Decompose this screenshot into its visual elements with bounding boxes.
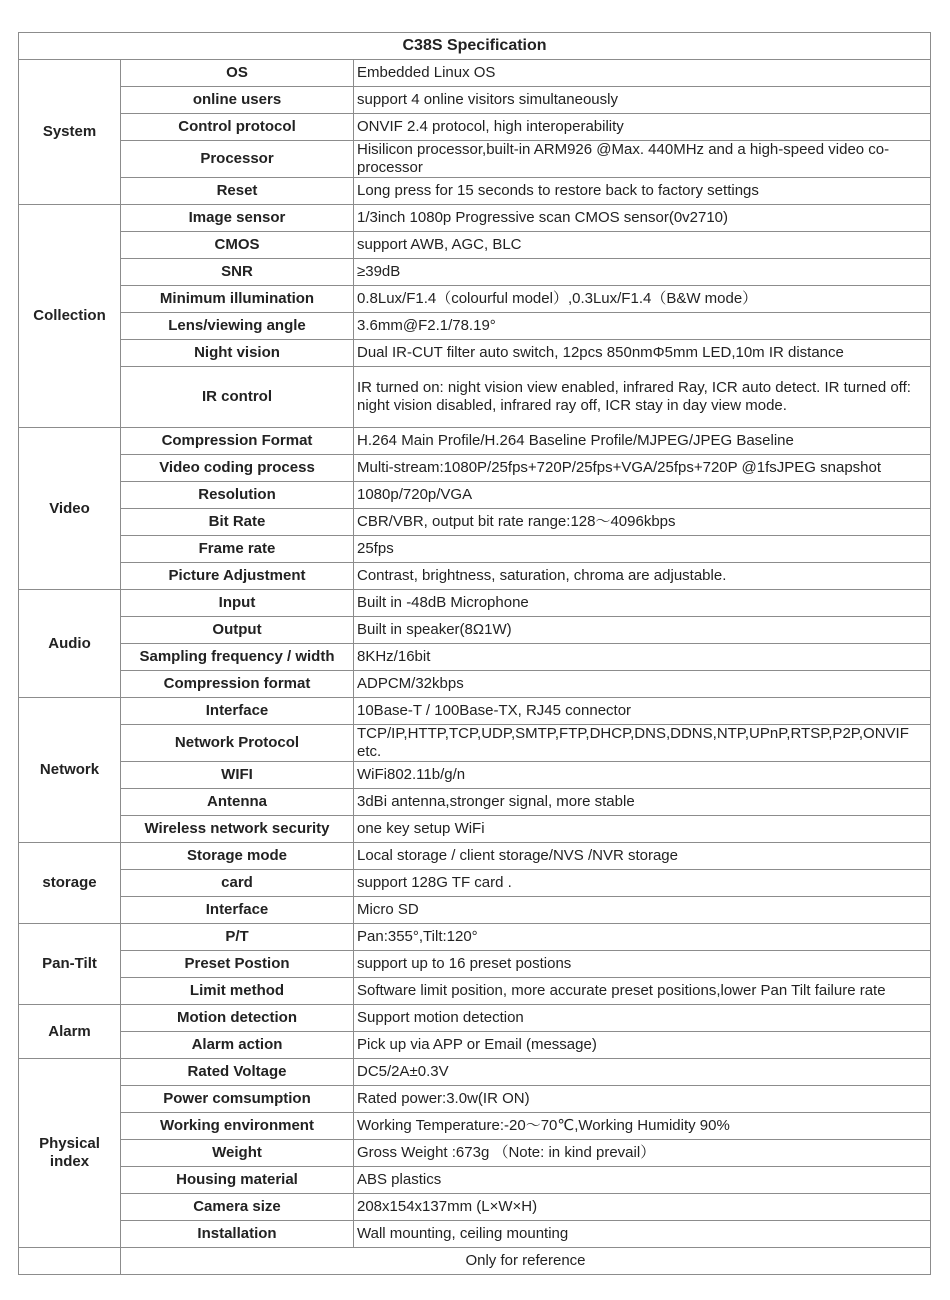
- spec-value: Pick up via APP or Email (message): [354, 1032, 931, 1059]
- spec-label: Control protocol: [121, 114, 354, 141]
- spec-label: Weight: [121, 1140, 354, 1167]
- spec-label: Limit method: [121, 978, 354, 1005]
- spec-label: Output: [121, 617, 354, 644]
- spec-value: ONVIF 2.4 protocol, high interoperability: [354, 114, 931, 141]
- spec-row: [19, 1032, 931, 1059]
- spec-row: [19, 843, 931, 870]
- spec-value: Micro SD: [354, 897, 931, 924]
- spec-label: Reset: [121, 178, 354, 205]
- spec-row: [19, 1167, 931, 1194]
- spec-label: Image sensor: [121, 205, 354, 232]
- category-cell: Network: [19, 698, 121, 843]
- spec-row: [19, 367, 931, 428]
- spec-label: CMOS: [121, 232, 354, 259]
- spec-label: Video coding process: [121, 455, 354, 482]
- spec-label: Night vision: [121, 340, 354, 367]
- spec-row: [19, 1221, 931, 1248]
- spec-row: [19, 870, 931, 897]
- spec-value: H.264 Main Profile/H.264 Baseline Profile/MJPEG/JPEG Baseline: [354, 428, 931, 455]
- footer-note: Only for reference: [121, 1248, 931, 1275]
- spec-label: Interface: [121, 897, 354, 924]
- spec-label: Bit Rate: [121, 509, 354, 536]
- spec-label: Storage mode: [121, 843, 354, 870]
- category-cell: Alarm: [19, 1005, 121, 1059]
- spec-value: Working Temperature:-20～70℃,Working Humidity 90%: [354, 1113, 931, 1140]
- spec-row: [19, 617, 931, 644]
- table-title: C38S Specification: [19, 33, 931, 60]
- spec-label: SNR: [121, 259, 354, 286]
- spec-value: Support motion detection: [354, 1005, 931, 1032]
- spec-label: Interface: [121, 698, 354, 725]
- spec-value: one key setup WiFi: [354, 816, 931, 843]
- spec-value: 3dBi antenna,stronger signal, more stable: [354, 789, 931, 816]
- spec-value: 8KHz/16bit: [354, 644, 931, 671]
- spec-row: [19, 313, 931, 340]
- spec-row: [19, 259, 931, 286]
- category-cell: Collection: [19, 205, 121, 428]
- spec-value: 0.8Lux/F1.4（colourful model）,0.3Lux/F1.4（B&W mode）: [354, 286, 931, 313]
- spec-label: Alarm action: [121, 1032, 354, 1059]
- spec-value: Wall mounting, ceiling mounting: [354, 1221, 931, 1248]
- spec-label: Network Protocol: [121, 725, 354, 762]
- spec-value: Embedded Linux OS: [354, 60, 931, 87]
- spec-row: [19, 509, 931, 536]
- spec-row: [19, 205, 931, 232]
- spec-value: Gross Weight :673g （Note: in kind prevail）: [354, 1140, 931, 1167]
- spec-label: Camera size: [121, 1194, 354, 1221]
- spec-row: [19, 590, 931, 617]
- spec-value: TCP/IP,HTTP,TCP,UDP,SMTP,FTP,DHCP,DNS,DDNS,NTP,UPnP,RTSP,P2P,ONVIF etc.: [354, 725, 931, 762]
- spec-label: Picture Adjustment: [121, 563, 354, 590]
- spec-row: [19, 762, 931, 789]
- category-cell: storage: [19, 843, 121, 924]
- category-cell: Audio: [19, 590, 121, 698]
- spec-label: Antenna: [121, 789, 354, 816]
- spec-label: card: [121, 870, 354, 897]
- spec-value: IR turned on: night vision view enabled, infrared Ray, ICR auto detect. IR turned off: night vision disabled, infrared ray off, ICR stay in day view mode.: [354, 367, 931, 428]
- spec-row: [19, 340, 931, 367]
- spec-value: 3.6mm@F2.1/78.19°: [354, 313, 931, 340]
- spec-value: ADPCM/32kbps: [354, 671, 931, 698]
- spec-row: [19, 536, 931, 563]
- spec-label: Processor: [121, 141, 354, 178]
- spec-label: Preset Postion: [121, 951, 354, 978]
- spec-value: Local storage / client storage/NVS /NVR storage: [354, 843, 931, 870]
- spec-value: support 128G TF card .: [354, 870, 931, 897]
- spec-value: support up to 16 preset postions: [354, 951, 931, 978]
- spec-row: [19, 978, 931, 1005]
- spec-label: Input: [121, 590, 354, 617]
- spec-value: 1/3inch 1080p Progressive scan CMOS sensor(0v2710): [354, 205, 931, 232]
- spec-table: [18, 32, 931, 1275]
- footer-row: [19, 1248, 931, 1275]
- spec-label: Wireless network security: [121, 816, 354, 843]
- spec-value: Software limit position, more accurate preset positions,lower Pan Tilt failure rate: [354, 978, 931, 1005]
- spec-row: [19, 1086, 931, 1113]
- spec-label: Power comsumption: [121, 1086, 354, 1113]
- spec-value: ≥39dB: [354, 259, 931, 286]
- spec-row: [19, 178, 931, 205]
- spec-row: [19, 789, 931, 816]
- spec-label: Installation: [121, 1221, 354, 1248]
- spec-label: Motion detection: [121, 1005, 354, 1032]
- spec-label: Lens/viewing angle: [121, 313, 354, 340]
- category-cell: Pan-Tilt: [19, 924, 121, 1005]
- spec-row: [19, 671, 931, 698]
- spec-row: [19, 428, 931, 455]
- spec-label: online users: [121, 87, 354, 114]
- spec-row: [19, 141, 931, 178]
- spec-row: [19, 1194, 931, 1221]
- spec-row: [19, 924, 931, 951]
- spec-label: P/T: [121, 924, 354, 951]
- spec-row: [19, 951, 931, 978]
- spec-row: [19, 563, 931, 590]
- spec-label: Resolution: [121, 482, 354, 509]
- spec-value: Long press for 15 seconds to restore back to factory settings: [354, 178, 931, 205]
- spec-row: [19, 114, 931, 141]
- spec-row: [19, 87, 931, 114]
- spec-row: [19, 455, 931, 482]
- spec-row: [19, 1113, 931, 1140]
- spec-label: Working environment: [121, 1113, 354, 1140]
- spec-row: [19, 1140, 931, 1167]
- category-cell: Physical index: [19, 1059, 121, 1248]
- spec-value: CBR/VBR, output bit rate range:128～4096kbps: [354, 509, 931, 536]
- spec-row: [19, 1005, 931, 1032]
- spec-label: Rated Voltage: [121, 1059, 354, 1086]
- spec-row: [19, 725, 931, 762]
- spec-value: 10Base-T / 100Base-TX, RJ45 connector: [354, 698, 931, 725]
- spec-row: [19, 232, 931, 259]
- spec-value: 1080p/720p/VGA: [354, 482, 931, 509]
- spec-row: [19, 698, 931, 725]
- category-cell: Video: [19, 428, 121, 590]
- spec-value: ABS plastics: [354, 1167, 931, 1194]
- spec-value: 25fps: [354, 536, 931, 563]
- spec-value: Built in speaker(8Ω1W): [354, 617, 931, 644]
- spec-value: support 4 online visitors simultaneously: [354, 87, 931, 114]
- spec-row: [19, 482, 931, 509]
- footer-spacer: [19, 1248, 121, 1275]
- spec-label: Housing material: [121, 1167, 354, 1194]
- spec-label: Compression Format: [121, 428, 354, 455]
- spec-row: [19, 60, 931, 87]
- category-cell: System: [19, 60, 121, 205]
- spec-row: [19, 816, 931, 843]
- spec-label: Frame rate: [121, 536, 354, 563]
- title-row: [19, 33, 931, 60]
- spec-label: Compression format: [121, 671, 354, 698]
- spec-row: [19, 897, 931, 924]
- spec-label: WIFI: [121, 762, 354, 789]
- spec-row: [19, 1059, 931, 1086]
- spec-value: Built in -48dB Microphone: [354, 590, 931, 617]
- spec-value: WiFi802.11b/g/n: [354, 762, 931, 789]
- spec-value: Multi-stream:1080P/25fps+720P/25fps+VGA/25fps+720P @1fsJPEG snapshot: [354, 455, 931, 482]
- spec-row: [19, 286, 931, 313]
- spec-label: IR control: [121, 367, 354, 428]
- spec-label: Sampling frequency / width: [121, 644, 354, 671]
- spec-label: OS: [121, 60, 354, 87]
- spec-value: Rated power:3.0w(IR ON): [354, 1086, 931, 1113]
- spec-value: Contrast, brightness, saturation, chroma are adjustable.: [354, 563, 931, 590]
- spec-value: Hisilicon processor,built-in ARM926 @Max. 440MHz and a high-speed video co-processor: [354, 141, 931, 178]
- spec-value: 208x154x137mm (L×W×H): [354, 1194, 931, 1221]
- spec-value: DC5/2A±0.3V: [354, 1059, 931, 1086]
- spec-value: support AWB, AGC, BLC: [354, 232, 931, 259]
- spec-label: Minimum illumination: [121, 286, 354, 313]
- spec-value: Pan:355°,Tilt:120°: [354, 924, 931, 951]
- spec-value: Dual IR-CUT filter auto switch, 12pcs 850nmΦ5mm LED,10m IR distance: [354, 340, 931, 367]
- spec-row: [19, 644, 931, 671]
